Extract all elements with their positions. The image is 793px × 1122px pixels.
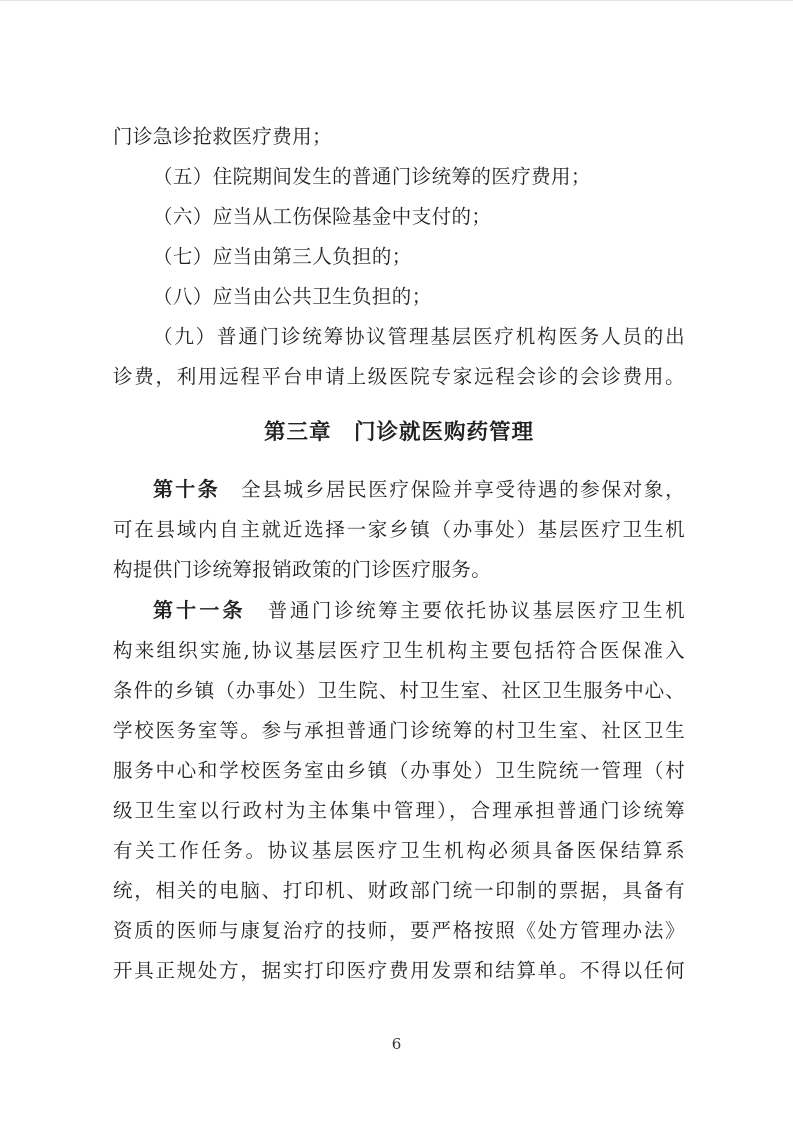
- clause-list-block: [113, 117, 685, 397]
- article-10-block: [113, 469, 685, 590]
- text-line: 条件的乡镇（办事处）卫生院、村卫生室、社区卫生服务中心、: [113, 679, 685, 702]
- text-line: （九）普通门诊统筹协议管理基层医疗机构医务人员的出: [153, 325, 685, 348]
- page-number: 6: [391, 1035, 402, 1053]
- text-line: 构提供门诊统筹报销政策的门诊医疗服务。: [113, 558, 492, 581]
- text-line: 第十一条 普通门诊统筹主要依托协议基层医疗卫生机: [153, 598, 685, 622]
- text-line: 级卫生室以行政村为主体集中管理），合理承担普通门诊统筹: [113, 799, 685, 822]
- text-line: （八）应当由公共卫生负担的；: [153, 285, 432, 308]
- text-line: 统，相关的电脑、打印机、财政部门统一印制的票据，具备有: [113, 879, 685, 902]
- text-line: 资质的医师与康复治疗的技师，要严格按照《处方管理办法》: [113, 919, 685, 942]
- chapter-heading: 第三章 门诊就医购药管理: [263, 420, 534, 445]
- text-line: 开具正规处方，据实打印医疗费用发票和结算单。不得以任何: [113, 959, 685, 982]
- text-line: 构来组织实施,协议基层医疗卫生机构主要包括符合医保准入: [113, 639, 685, 662]
- text-line: 学校医务室等。参与承担普通门诊统筹的村卫生室、社区卫生: [113, 719, 685, 742]
- text-line: （六）应当从工伤保险基金中支付的；: [153, 205, 492, 228]
- text-line: 可在县域内自主就近选择一家乡镇（办事处）基层医疗卫生机: [113, 518, 685, 541]
- document-body: [113, 117, 685, 991]
- text-line: （七）应当由第三人负担的；: [153, 245, 412, 268]
- text-line: 诊费，利用远程平台申请上级医院专家远程会诊的会诊费用。: [113, 365, 685, 388]
- article-number: 第十条: [153, 477, 220, 501]
- text-line: （五）住院期间发生的普通门诊统筹的医疗费用；: [153, 165, 591, 188]
- article-11-block: [113, 590, 685, 991]
- article-number: 第十一条: [153, 598, 246, 622]
- text-line: 第十条 全县城乡居民医疗保险并享受待遇的参保对象，: [153, 477, 685, 501]
- text-line: 门诊急诊抢救医疗费用；: [113, 125, 332, 148]
- text-line: 有关工作任务。协议基层医疗卫生机构必须具备医保结算系: [113, 839, 685, 862]
- text-line: 服务中心和学校医务室由乡镇（办事处）卫生院统一管理（村: [113, 759, 685, 782]
